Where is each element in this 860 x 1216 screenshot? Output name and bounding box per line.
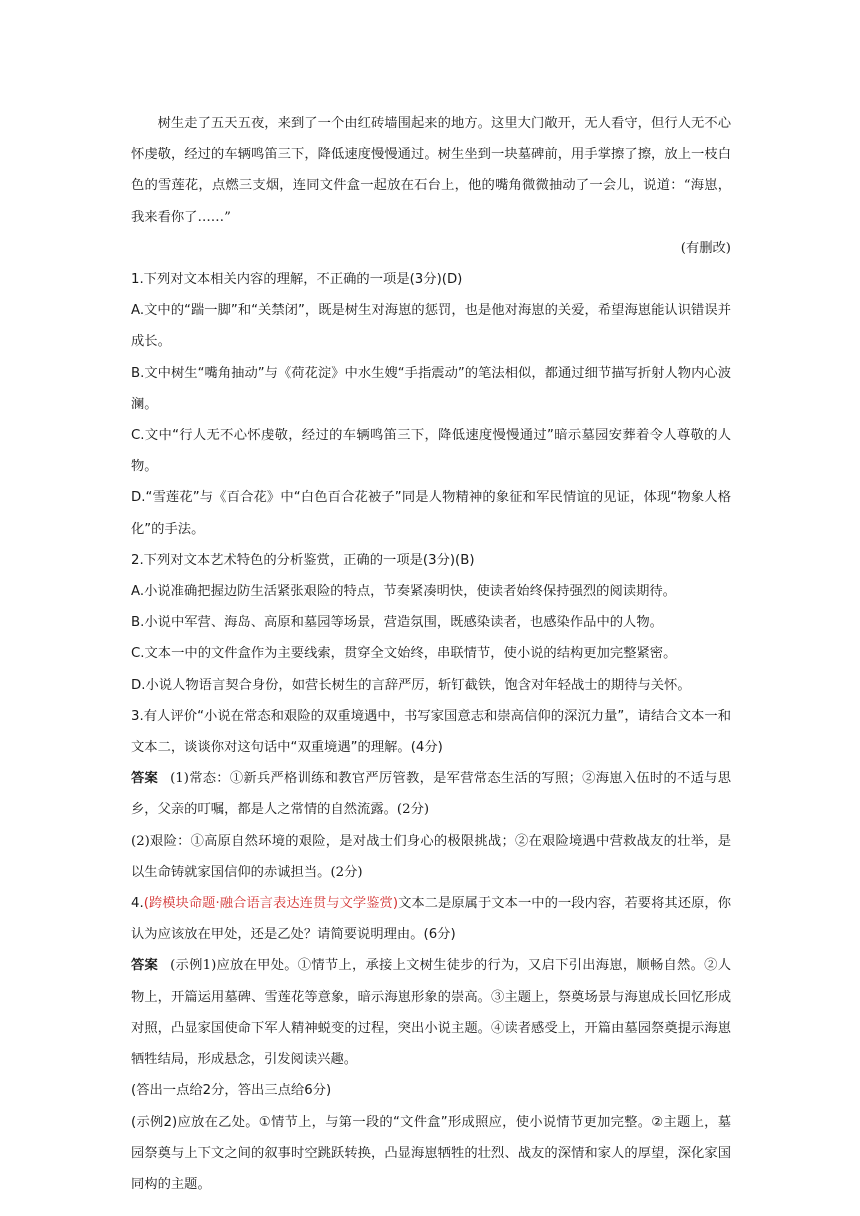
question-2-option-b: B.小说中军营、海岛、高原和墓园等场景，营造氛围，既感染读者，也感染作品中的人物。	[131, 615, 663, 631]
editor-note: (有删改)	[680, 240, 731, 256]
question-1-stem: 1.下列对文本相关内容的理解，不正确的一项是(3分)(D)	[131, 272, 463, 288]
scoring-note: (答出一点给2分，答出三点给6分)	[131, 1083, 332, 1099]
question-2-option-d: D.小说人物语言契合身份，如营长树生的言辞严厉，斩钉截铁，饱含对年轻战士的期待与关怀。	[131, 677, 691, 693]
question-3-answer-1	[131, 763, 731, 825]
question-2-option-c: C.文本一中的文件盒作为主要线索，贯穿全文始终，串联情节，使小说的结构更加完整紧密。	[131, 646, 677, 662]
question-1-option-c: C.文中“行人无不心怀虔敬，经过的车辆鸣笛三下，降低速度慢慢通过”暗示墓园安葬着令人尊敬的人物。	[131, 428, 731, 475]
question-3-stem: 3.有人评价“小说在常态和艰险的双重境遇中，书写家国意志和崇高信仰的深沉力量”，请结合文本一和文本二，谈谈你对这句话中“双重境遇”的理解。(4分)	[131, 708, 731, 756]
question-1-option-d: D.“雪莲花”与《百合花》中“白色百合花被子”同是人物精神的象征和军民情谊的见证，体现“物象人格化”的手法。	[131, 490, 731, 537]
story-paragraph: 树生走了五天五夜，来到了一个由红砖墙围起来的地方。这里大门敞开，无人看守，但行人无不心怀虔敬，经过的车辆鸣笛三下，降低速度慢慢通过。树生坐到一块墓碑前，用手掌擦了擦，放上一枝白色的雪莲花，点燃三支烟，连同文件盒一起放在石台上，他的嘴角微微抽动了一会儿，说道：“海崽，我来看你了……”	[131, 116, 731, 225]
answer-label: 答案	[131, 958, 159, 974]
question-2-option-a: A.小说准确把握边防生活紧张艰险的特点，节奏紧凑明快，使读者始终保持强烈的阅读期待。	[131, 584, 676, 600]
answer-text: (示例1)应放在甲处。①情节上，承接上文树生徒步的行为，又启下引出海崽，顺畅自然。②人物上，开篇运用墓碑、雪莲花等意象，暗示海崽形象的崇高。③主题上，祭奠场景与海崽成长回忆形成对照，凸显家国使命下军人精神蜕变的过程，突出小说主题。④读者感受上，开篇由墓园祭奠提示海崽牺牲结局，形成悬念，引发阅读兴趣。	[131, 958, 731, 1068]
question-4-answer-1	[131, 950, 731, 1075]
question-4-tag: (跨模块命题·融合语言表达连贯与文学鉴赏)	[143, 896, 399, 912]
question-4-stem-line: 4.(跨模块命题·融合语言表达连贯与文学鉴赏)文本二是原属于文本一中的一段内容，若要将其还原，你认为应该放在甲处，还是乙处？请简要说明理由。(6分)	[131, 896, 732, 943]
question-1-option-a: A.文中的“踹一脚”和“关禁闭”，既是树生对海崽的惩罚，也是他对海崽的关爱，希望海崽能认识错误并成长。	[131, 303, 731, 350]
question-1	[131, 264, 731, 545]
question-1-option-b: B.文中树生“嘴角抽动”与《荷花淀》中水生嫂“手指震动”的笔法相似，都通过细节描写折射人物内心波澜。	[131, 365, 731, 412]
answer-text: (1)常态：①新兵严格训练和教官严厉管教，是军营常态生活的写照；②海崽入伍时的不适与思乡，父亲的叮嘱，都是人之常情的自然流露。(2分)	[131, 771, 731, 818]
question-4	[131, 888, 731, 1200]
question-3	[131, 701, 731, 888]
question-4-answer-2: (示例2)应放在乙处。①情节上，与第一段的“文件盒”形成照应，使小说情节更加完整。②主题上，墓园祭奠与上下文之间的叙事时空跳跃转换，凸显海崽牺牲的壮烈、战友的深情和家人的厚望，深化家国同构的主题。	[131, 1114, 731, 1192]
question-4-stem: 文本二是原属于文本一中的一段内容，若要将其还原，你认为应该放在甲处，还是乙处？请简要说明理由。(6分)	[131, 896, 732, 943]
question-2	[131, 545, 731, 701]
document-body	[131, 108, 731, 1200]
question-3-answer-2: (2)艰险：①高原自然环境的艰险，是对战士们身心的极限挑战；②在艰险境遇中营救战友的壮举，是以生命铸就家国信仰的赤诚担当。(2分)	[131, 833, 731, 880]
answer-label: 答案	[131, 771, 159, 787]
question-2-stem: 2.下列对文本艺术特色的分析鉴赏，正确的一项是(3分)(B)	[131, 552, 475, 568]
